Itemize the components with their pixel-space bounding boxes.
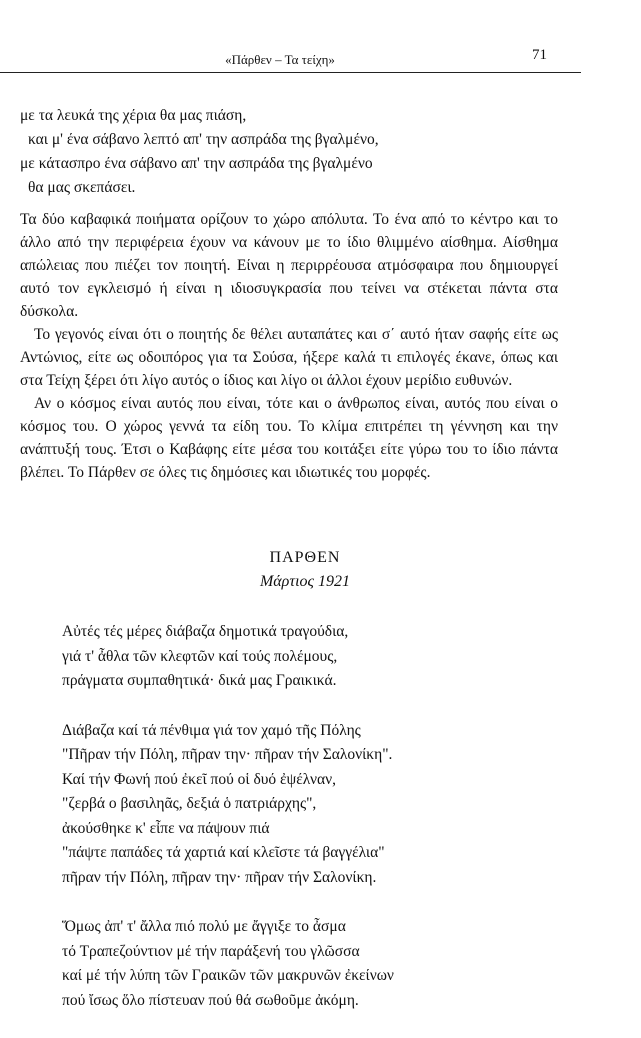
poem-line: Αὐτές τές μέρες διάβαζα δημοτικά τραγούδια, xyxy=(62,623,349,640)
poem-stanza xyxy=(62,620,562,694)
poem-excerpt-line: και μ' ένα σάβανο λεπτό απ' την ασπράδα της βγαλμένο, xyxy=(28,131,379,148)
poem-line: "ζερβά ο βασιληᾶς, δεξιά ὁ πατριάρχης", xyxy=(62,795,317,812)
poem-body xyxy=(62,620,562,1038)
poem-line: τό Τραπεζούντιον μέ τήν παράξενή του γλῶσσα xyxy=(62,942,360,960)
prose-paragraph: Αν ο κόσμος είναι αυτός που είναι, τότε και ο άνθρωπος είναι, αυτός που είναι ο κόσμος του. Ο χώρος γεννά τα είδη του. Το κλίμα επιτρέπει τη γέννηση και την ανάπτυξή τους. Έτσι ο Καβάφης είτε μέσα του κοιτάξει είτε γύρω του το ίδιο πάντα βλέπει. Το Πάρθεν σε όλες τις δημόσιες και ιδιωτικές του μορφές. xyxy=(20,395,558,481)
poem-line: γιά τ' ἆθλα τῶν κλεφτῶν καί τούς πολέμους, xyxy=(62,647,338,665)
poem-excerpt xyxy=(20,104,580,200)
poem-line: "πάψτε παπάδες τά χαρτιά καί κλεῖστε τά βαγγέλια" xyxy=(62,844,385,861)
poem-stanza xyxy=(62,915,562,1013)
poem-excerpt-line: με κάτασπρο ένα σάβανο απ' την ασπράδα της βγαλμένο xyxy=(20,155,373,172)
poem-line: πῆραν τήν Πόλη, πῆραν την· πῆραν τήν Σαλονίκη. xyxy=(62,868,377,886)
prose-section xyxy=(20,208,558,484)
poem-line: καί μέ τήν λύπη τῶν Γραικῶν τῶν μακρυνῶν ἐκείνων xyxy=(62,967,394,984)
poem-line: Ὅμως ἀπ' τ' ἄλλα πιό πολύ με ἄγγιξε το ἆσμα xyxy=(62,918,346,935)
poem-stanza xyxy=(62,719,562,891)
poem-line: Διάβαζα καί τά πένθιμα γιά τον χαμό τῆς Πόλης xyxy=(62,721,361,739)
poem-line: πράγματα συμπαθητικά· δικά μας Γραικικά. xyxy=(62,672,337,689)
poem-excerpt-line: θα μας σκεπάσει. xyxy=(28,179,136,196)
poem-line: Καί τήν Φωνή πού ἐκεῖ πού οἱ δυό ἐψέλναν, xyxy=(62,770,336,788)
poem-title: ΠΑΡΘΕΝ xyxy=(269,549,341,566)
prose-paragraph: Τα δύο καβαφικά ποιήματα ορίζουν το χώρο απόλυτα. Το ένα από το κέντρο και το άλλο από την περιφέρεια έχουν να κάνουν με το ίδιο θλιμμένο αίσθημα. Αίσθημα απώλειας που πιέζει τον ποιητή. Είναι η περιρρέουσα ατμόσφαιρα που δημιουργεί αυτό τον εγκλεισμό ή είναι η ιδιοσυγκρασία που τείνει να στέκεται πάντα στα δύσκολα. xyxy=(20,211,558,320)
poem-excerpt-line: με τα λευκά της χέρια θα μας πιάση, xyxy=(20,107,247,124)
prose-paragraph: Το γεγονός είναι ότι ο ποιητής δε θέλει αυταπάτες και σ΄ αυτό ήταν σαφής είτε ως Αντώνιος, είτε ως οδοιπόρος για τα Σούσα, ήξερε καλά τι επιλογές έκανε, όπως και στα Τείχη ξέρει ότι λίγο αυτός ο ίδιος και λίγο οι άλλοι έχουν μερίδιο ευθυνών. xyxy=(20,326,558,389)
poem-line: πού ἴσως ὅλο πίστευαν πού θά σωθοῦμε ἀκόμη. xyxy=(62,991,359,1009)
poem-line: "Πῆραν τήν Πόλη, πῆραν την· πῆραν τήν Σαλονίκη". xyxy=(62,746,393,763)
page-number: 71 xyxy=(532,47,547,63)
poem-line: ἀκούσθηκε κ' εἶπε να πάψουν πιά xyxy=(62,819,270,837)
poem-date: Μάρτιος 1921 xyxy=(259,573,351,590)
header-rule xyxy=(0,72,581,73)
running-header-title: «Πάρθεν – Τα τείχη» xyxy=(225,52,335,67)
